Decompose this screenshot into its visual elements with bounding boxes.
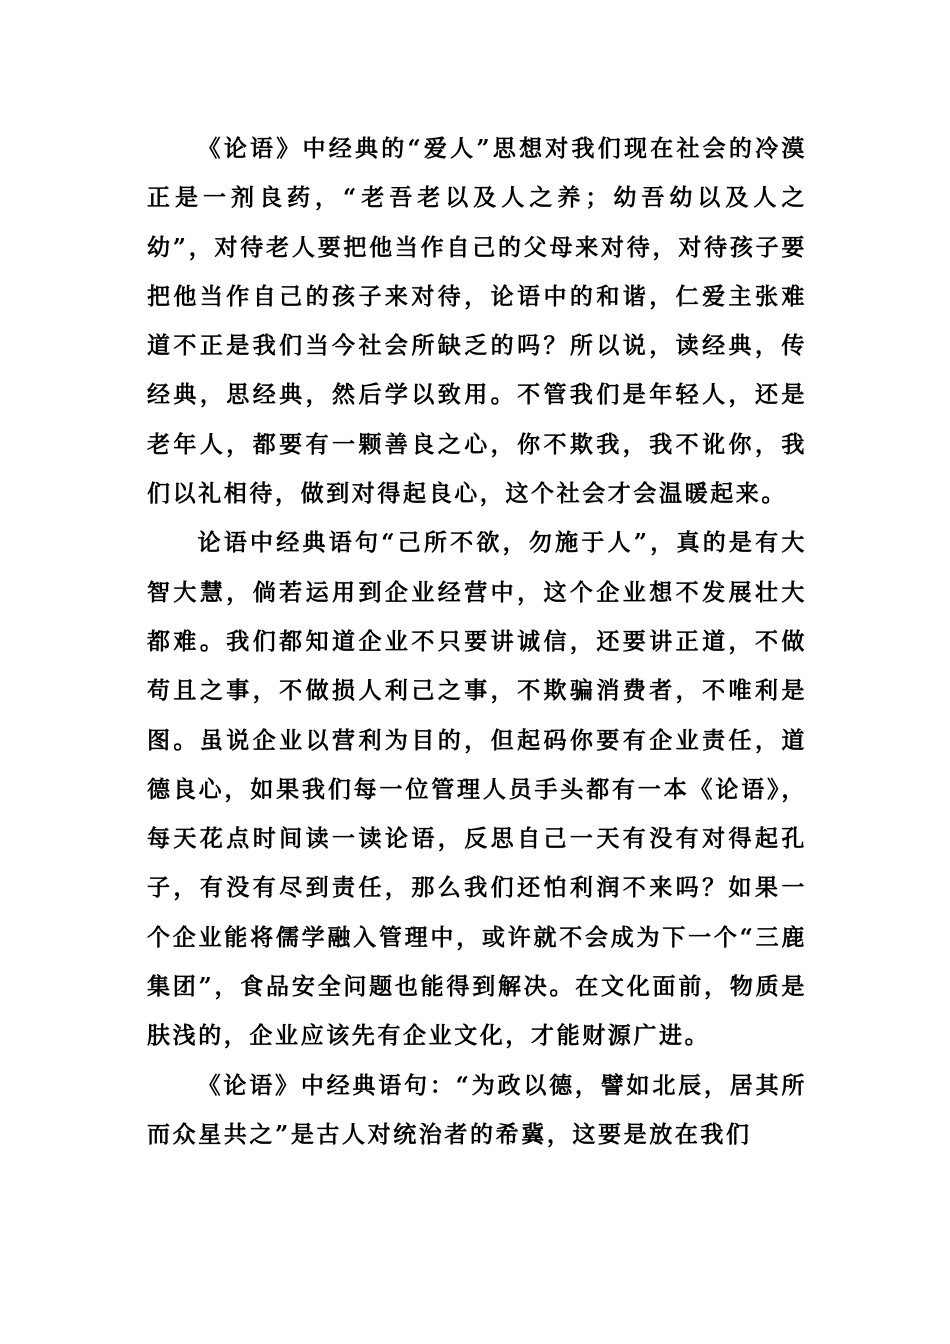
document-body xyxy=(147,124,807,1159)
paragraph-1: 《论语》中经典的“爱人”思想对我们现在社会的冷漠正是一剂良药，“老吾老以及人之养；幼吾幼以及人之幼”，对待老人要把他当作自己的父母来对待，对待孩子要把他当作自己的孩子来对待，论语中的和谐，仁爱主张难道不正是我们当今社会所缺乏的吗？所以说，读经典，传经典，思经典，然后学以致用。不管我们是年轻人，还是老年人，都要有一颗善良之心，你不欺我，我不讹你，我们以礼相待，做到对得起良心，这个社会才会温暖起来。 xyxy=(147,135,807,508)
paragraph-3: 《论语》中经典语句：“为政以德，譬如北辰，居其所而众星共之”是古人对统治者的希冀，这要是放在我们 xyxy=(147,1071,807,1148)
paragraph-2: 论语中经典语句“己所不欲，勿施于人”，真的是有大智大慧，倘若运用到企业经营中，这个企业想不发展壮大都难。我们都知道企业不只要讲诚信，还要讲正道，不做苟且之事，不做损人利己之事，不欺骗消费者，不唯利是图。虽说企业以营利为目的，但起码你要有企业责任，道德良心，如果我们每一位管理人员手头都有一本《论语》，每天花点时间读一读论语，反思自己一天有没有对得起孔子，有没有尽到责任，那么我们还怕利润不来吗？如果一个企业能将儒学融入管理中，或许就不会成为下一个“三鹿集团”，食品安全问题也能得到解决。在文化面前，物质是肤浅的，企业应该先有企业文化，才能财源广进。 xyxy=(147,529,807,1050)
